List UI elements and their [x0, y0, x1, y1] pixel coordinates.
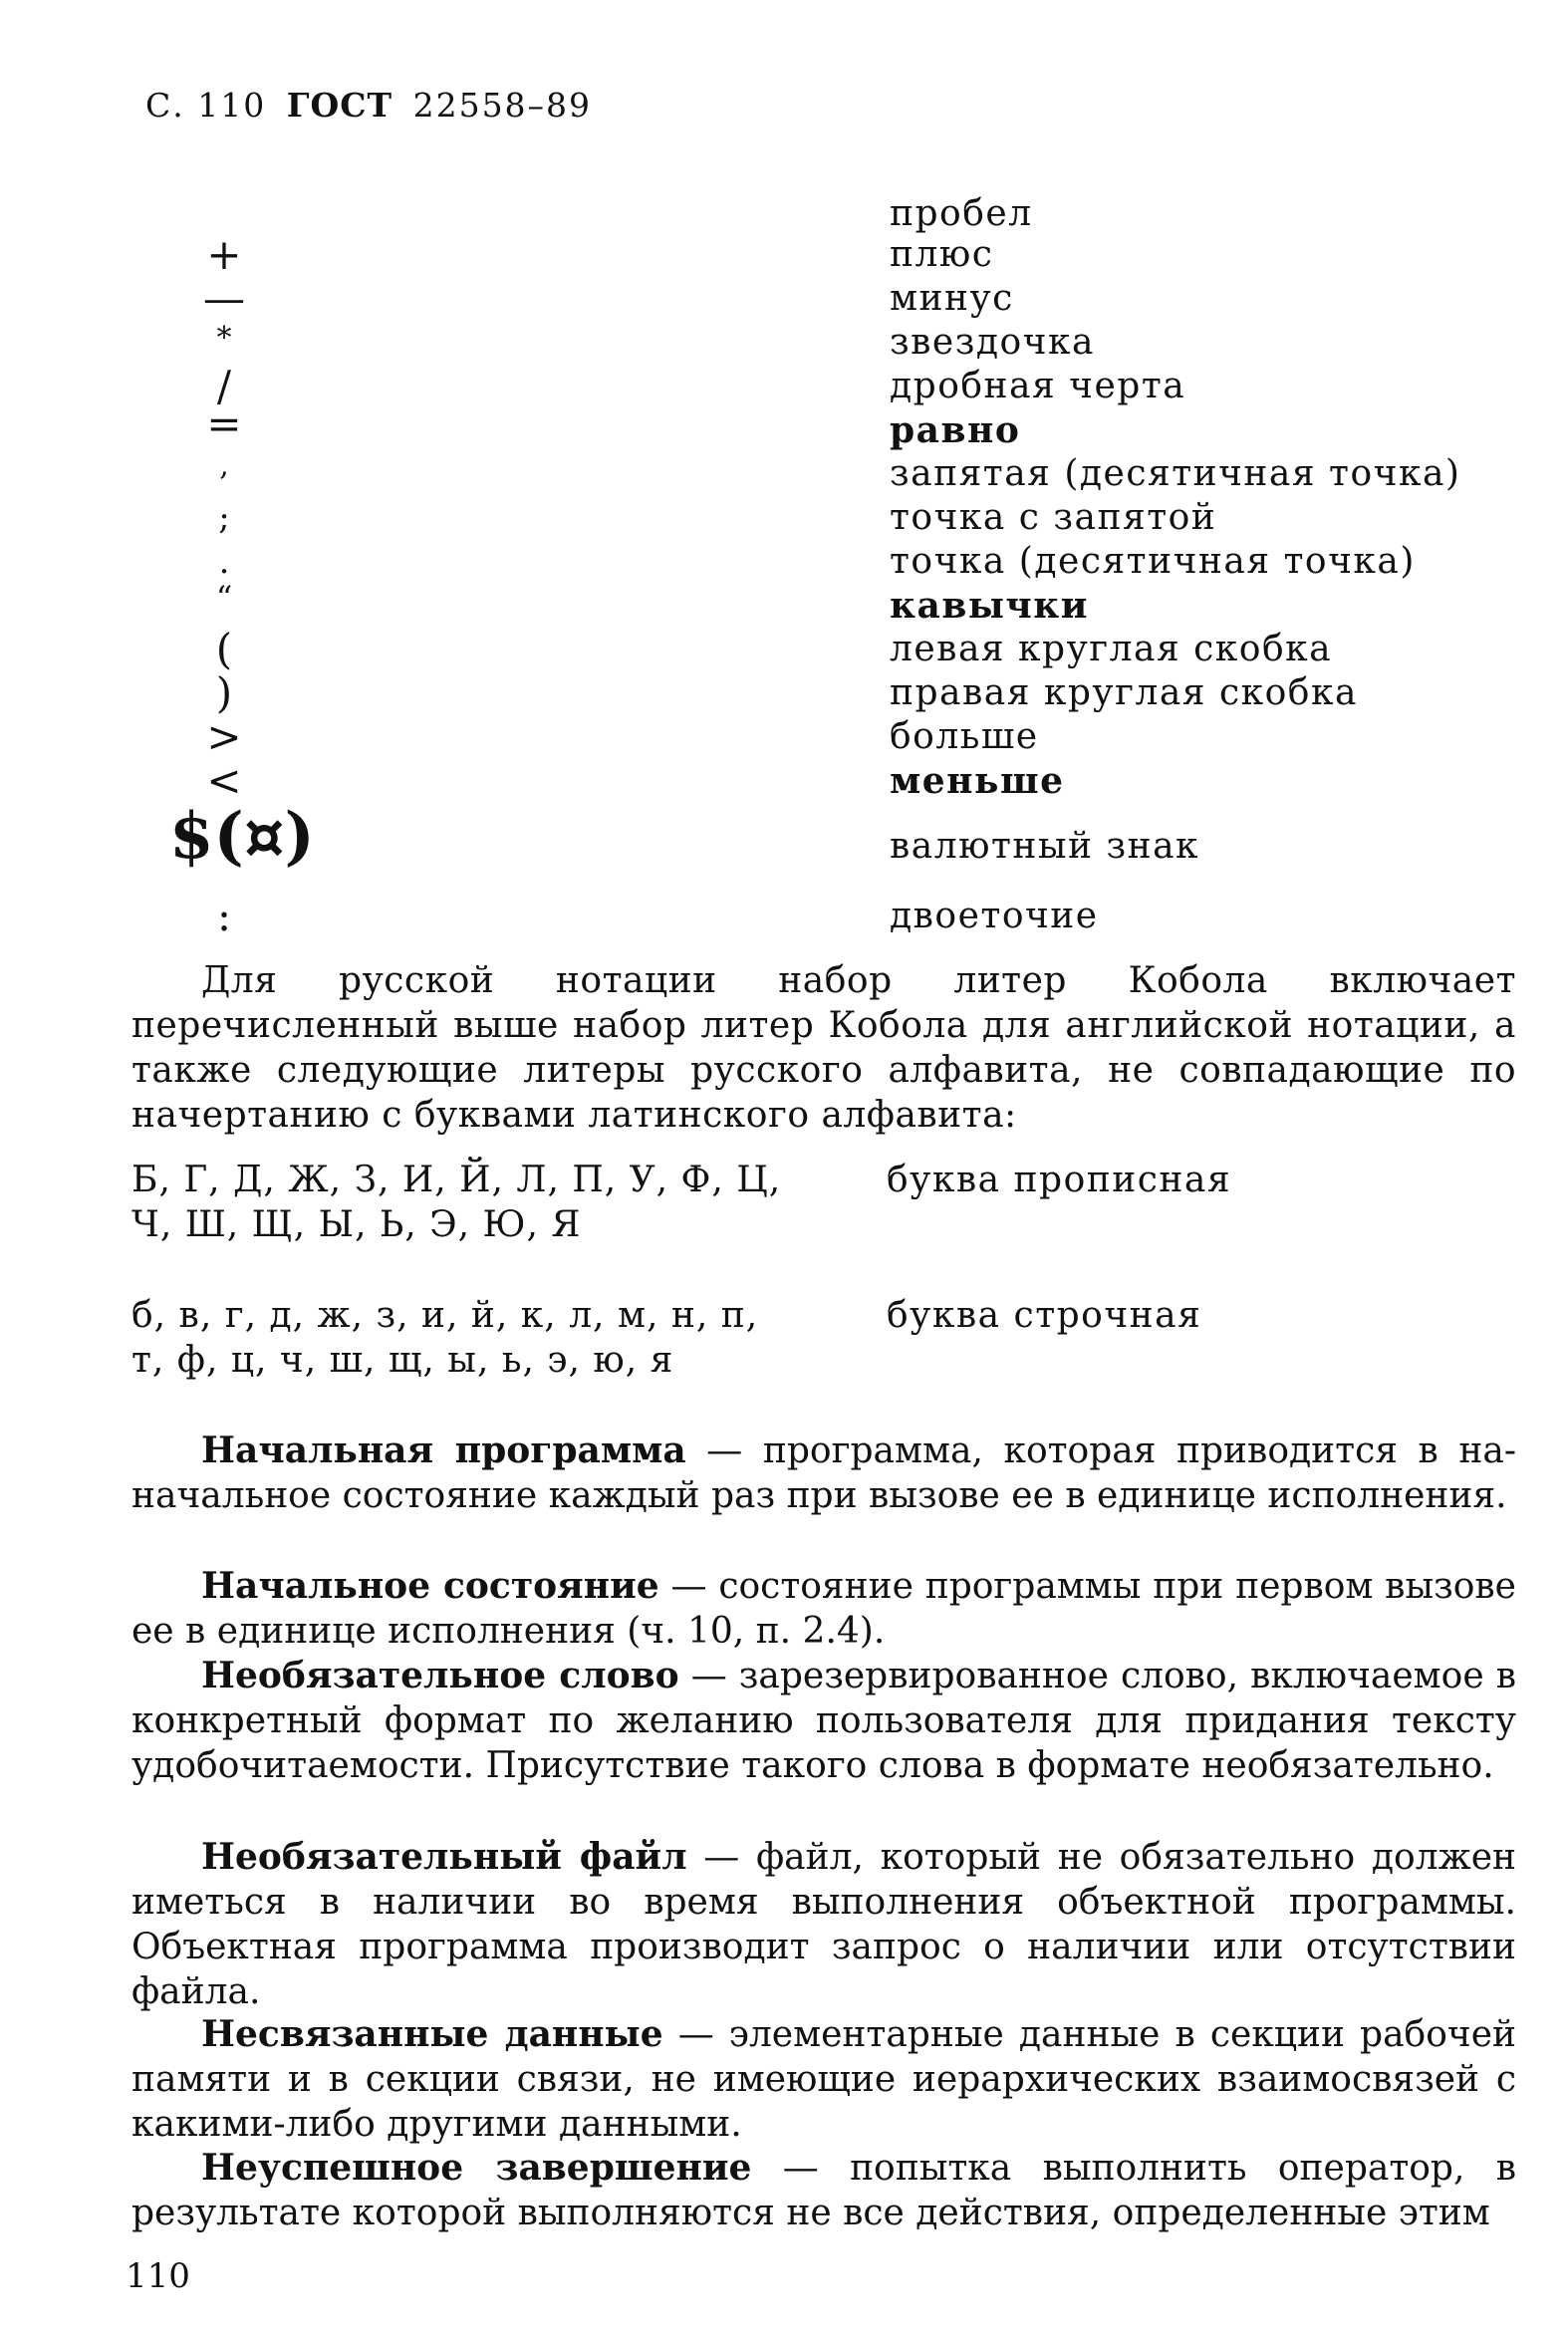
term-definition: — элементарные данные в секции рабочей памяти и в секции связи, не имеющие иерархических взаимосвязей с какими-либо другими данными.: [131, 2014, 1517, 2145]
page-number: 110: [126, 2256, 190, 2296]
symbol-desc: звездочка: [890, 322, 1095, 363]
lowercase-letters: б, в, г, д, ж, з, и, й, к, л, м, н, п, т, ф, ц, ч, ш, щ, ы, ь, э, ю, я: [131, 1295, 759, 1381]
symbol-desc: двоеточие: [890, 896, 1099, 936]
symbol-desc: правая круглая скобка: [890, 672, 1358, 713]
term-title: Неуспешное завершение: [201, 2147, 752, 2189]
symbol-char: ,: [219, 448, 229, 483]
symbol-char: /: [216, 362, 232, 410]
symbol-desc: кавычки: [890, 585, 1089, 627]
standard-label: ГОСТ: [286, 86, 393, 125]
symbol-char: (: [215, 625, 233, 673]
intro-text: Для русской нотации набор литер Кобола включает перечисленный выше набор литер Кобола для английской нотации, а также следующие литеры русского алфавита, не совпадающие по начертанию с буквами латинского алфавита:: [131, 960, 1516, 1136]
intro-paragraph: [131, 958, 1516, 1138]
symbol-char: +: [206, 230, 242, 279]
symbol-desc: точка с запятой: [890, 497, 1217, 538]
symbol-char: <: [206, 756, 242, 805]
symbol-char: ;: [218, 498, 230, 538]
uppercase-desc: буква прописная: [887, 1160, 1232, 1200]
term-entry: [131, 2012, 1516, 2147]
term-title: Несвязанные данные: [201, 2013, 663, 2055]
term-title: Необязательный файл: [201, 1836, 687, 1878]
page-label: С. 110: [145, 86, 267, 125]
term-entry: [131, 1835, 1516, 2014]
term-definition: — состояние программы при первом вызове ее в единице исполнения (ч. 10, п. 2.4).: [131, 1566, 1516, 1652]
term-entry: [131, 2146, 1516, 2235]
term-title: Необязательное слово: [201, 1655, 679, 1696]
symbol-desc: запятая (десятичная точка): [890, 453, 1461, 494]
currency-sign-symbol: $(¤): [169, 799, 315, 874]
symbol-desc: больше: [890, 716, 1039, 757]
term-definition: — попытка выполнить оператор, в результате которой выполняются не все действия, определенные этим: [131, 2148, 1516, 2233]
standard-number: 22558–89: [412, 86, 593, 125]
lowercase-desc: буква строчная: [887, 1295, 1202, 1336]
symbol-desc: левая круглая скобка: [890, 629, 1333, 669]
symbol-char: —: [203, 274, 245, 323]
symbol-desc: меньше: [890, 760, 1065, 802]
term-entry: [131, 1428, 1516, 1518]
symbol-desc: равно: [890, 409, 1021, 451]
term-title: Начальная программа: [201, 1429, 686, 1471]
symbol-char: =: [206, 399, 242, 448]
symbol-desc: плюс: [890, 234, 994, 275]
symbol-char: *: [216, 321, 232, 356]
symbol-desc: валютный знак: [890, 826, 1200, 867]
page-header: [145, 86, 592, 125]
uppercase-letters: Б, Г, Д, Ж, З, И, Й, Л, П, У, Ф, Ц, Ч, Ш, Щ, Ы, Ь, Э, Ю, Я: [131, 1160, 782, 1245]
symbol-char: “: [215, 579, 233, 617]
symbol-desc: пробел: [890, 193, 1033, 234]
symbol-char: ): [215, 668, 233, 717]
term-entry: [131, 1564, 1516, 1654]
term-definition: — программа, которая приводится в на-начальное состояние каждый раз при вызове ее в единице исполнения.: [131, 1430, 1516, 1516]
symbol-char: .: [218, 542, 230, 582]
term-title: Начальное состояние: [201, 1565, 659, 1607]
term-definition: — файл, который не обязательно должен иметься в наличии во время выполнения объектной программы. Объектная программа производит запрос о наличии или отсутствии файла.: [131, 1837, 1516, 2012]
symbol-desc: дробная черта: [890, 366, 1186, 406]
term-definition: — зарезервированное слово, включаемое в конкретный формат по желанию пользователя для придания тексту удобочитаемости. Присутствие такого слова в формате необязательно.: [131, 1656, 1516, 1786]
symbol-desc: минус: [890, 278, 1014, 319]
symbol-desc: точка (десятичная точка): [890, 541, 1416, 582]
symbol-char: >: [206, 712, 242, 761]
term-entry: [131, 1654, 1516, 1788]
symbol-char: :: [216, 892, 232, 940]
